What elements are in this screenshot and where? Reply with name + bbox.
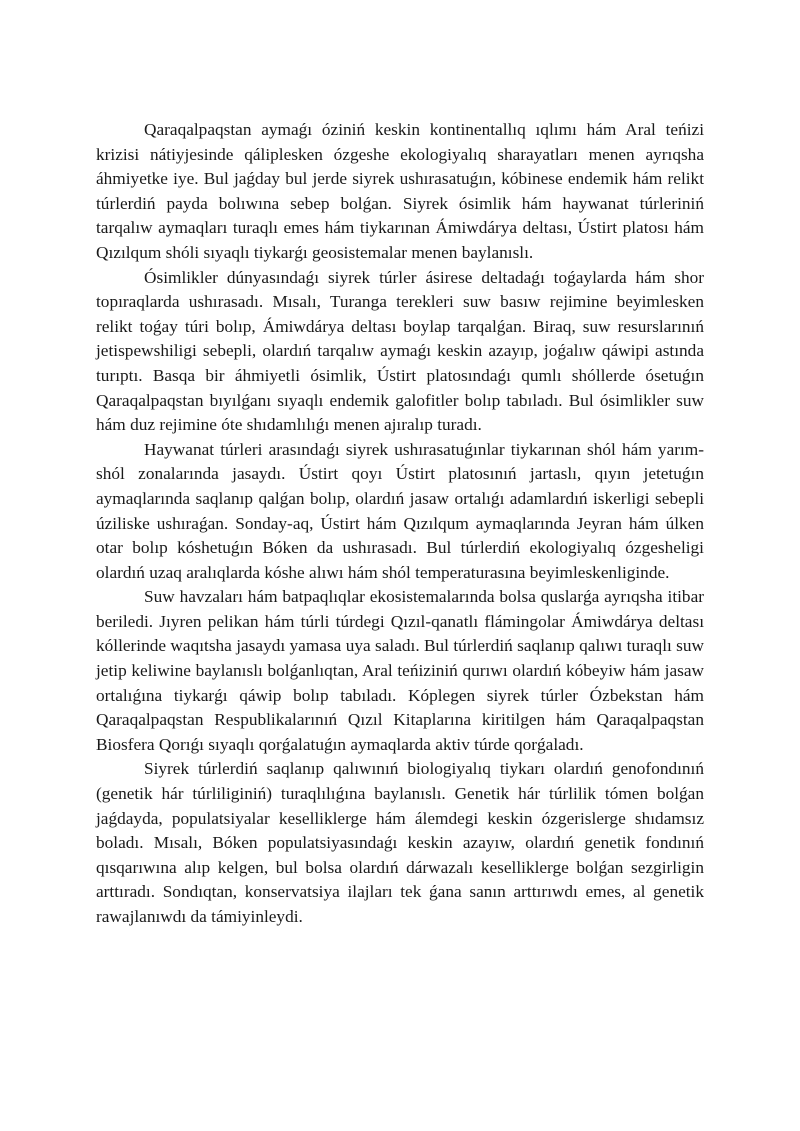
paragraph-1: Qaraqalpaqstan aymaǵı óziniń keskin kontinentallıq ıqlımı hám Aral teńizi krizisi nátiyjesinde qáliplesken ózgeshe ekologiyalıq sharayatları menen ayrıqsha áhmiyetke iye. Bul jaǵday bul jerde siyrek ushırasatuǵın, kóbinese endemik hám relikt túrlerdiń payda bolıwına sebep bolǵan. Siyrek ósimlik hám haywanat túrleriniń tarqalıw aymaqları turaqlı emes hám tiykarınan Ámiwdárya deltası, Ústirt platosı hám Qızılqum shóli sıyaqlı tiykarǵı geosistemalar menen baylanıslı. <box>96 120 704 262</box>
paragraph-4: Suw havzaları hám batpaqlıqlar ekosistemalarında bolsa quslarǵa ayrıqsha itibar beriledi. Jıyren pelikan hám túrli túrdegi Qızıl-qanatlı flámingolar Ámiwdárya deltası kóllerinde waqıtsha jasaydı yamasa uya saladı. Bul túrlerdiń saqlanıp qalıwı turaqlı suw jetip keliwine baylanıslı bolǵanlıqtan, Aral teńiziniń qurıwı olardıń kóbeyiw hám jasaw ortalıǵına tiykarǵı qáwip bolıp tabıladı. Kóplegen siyrek túrler Ózbekstan hám Qaraqalpaqstan Respublikalarınıń Qızıl Kitaplarına kiritilgen hám Qaraqalpaqstan Biosfera Qorıǵı sıyaqlı qorǵalatuǵın aymaqlarda aktiv túrde qorǵaladı. <box>96 587 704 754</box>
paragraph-5: Siyrek túrlerdiń saqlanıp qalıwınıń biologiyalıq tiykarı olardıń genofondınıń (genetik hár túrliliginiń) turaqlılıǵına baylanıslı. Genetik hár túrlilik tómen bolǵan jaǵdayda, populatsiyalar keselliklerge hám álemdegi keskin ózgerislerge shıdamsız boladı. Mısalı, Bóken populatsiyasındaǵı keskin azayıw, olardıń genetik fondınıń qısqarıwına alıp kelgen, bul bolsa olardıń dárwazalı keselliklerge bolǵan sezgirligin arttıradı. Sondıqtan, konservatsiya ilajları tek ǵana sanın arttırıwdı emes, al genetik rawajlanıwdı da támiyinleydi. <box>96 759 704 926</box>
paragraph-2: Ósimlikler dúnyasındaǵı siyrek túrler ásirese deltadaǵı toǵaylarda hám shor topıraqlarda ushırasadı. Mısalı, Turanga terekleri suw basıw rejimine beyimlesken relikt toǵay túri bolıp, Ámiwdárya deltası boylap tarqalǵan. Biraq, suw resurslarınıń jetispewshiligi sebepli, olardıń tarqalıw aymaǵı keskin azayıp, joǵalıw qáwipi astında turıptı. Basqa bir áhmiyetli ósimlik, Ústirt platosındaǵı qumlı shóllerde ósetuǵın Qaraqalpaqstan bıyılǵanı sıyaqlı endemik galofitler bolıp tabıladı. Bul ósimlikler suw hám duz rejimine óte shıdamlılıǵı menen ajıralıp turadı. <box>96 267 704 435</box>
document-page <box>96 118 704 930</box>
paragraph-3: Haywanat túrleri arasındaǵı siyrek ushırasatuǵınlar tiykarınan shól hám yarım-shól zonalarında jasaydı. Ústirt qoyı Ústirt platosınıń jartaslı, qıyın jetetuǵın aymaqlarında saqlanıp qalǵan bolıp, olardıń jasaw ortalıǵı adamlardıń iskerligi sebepli úziliske ushıraǵan. Sonday-aq, Ústirt hám Qızılqum aymaqlarında Jeyran hám úlken otar bolıp kóshetuǵın Bóken da ushırasadı. Bul túrlerdiń ekologiyalıq ózgesheligi olardıń uzaq aralıqlarda kóshe alıwı hám shól temperaturasına beyimleskenliginde. <box>96 439 704 582</box>
